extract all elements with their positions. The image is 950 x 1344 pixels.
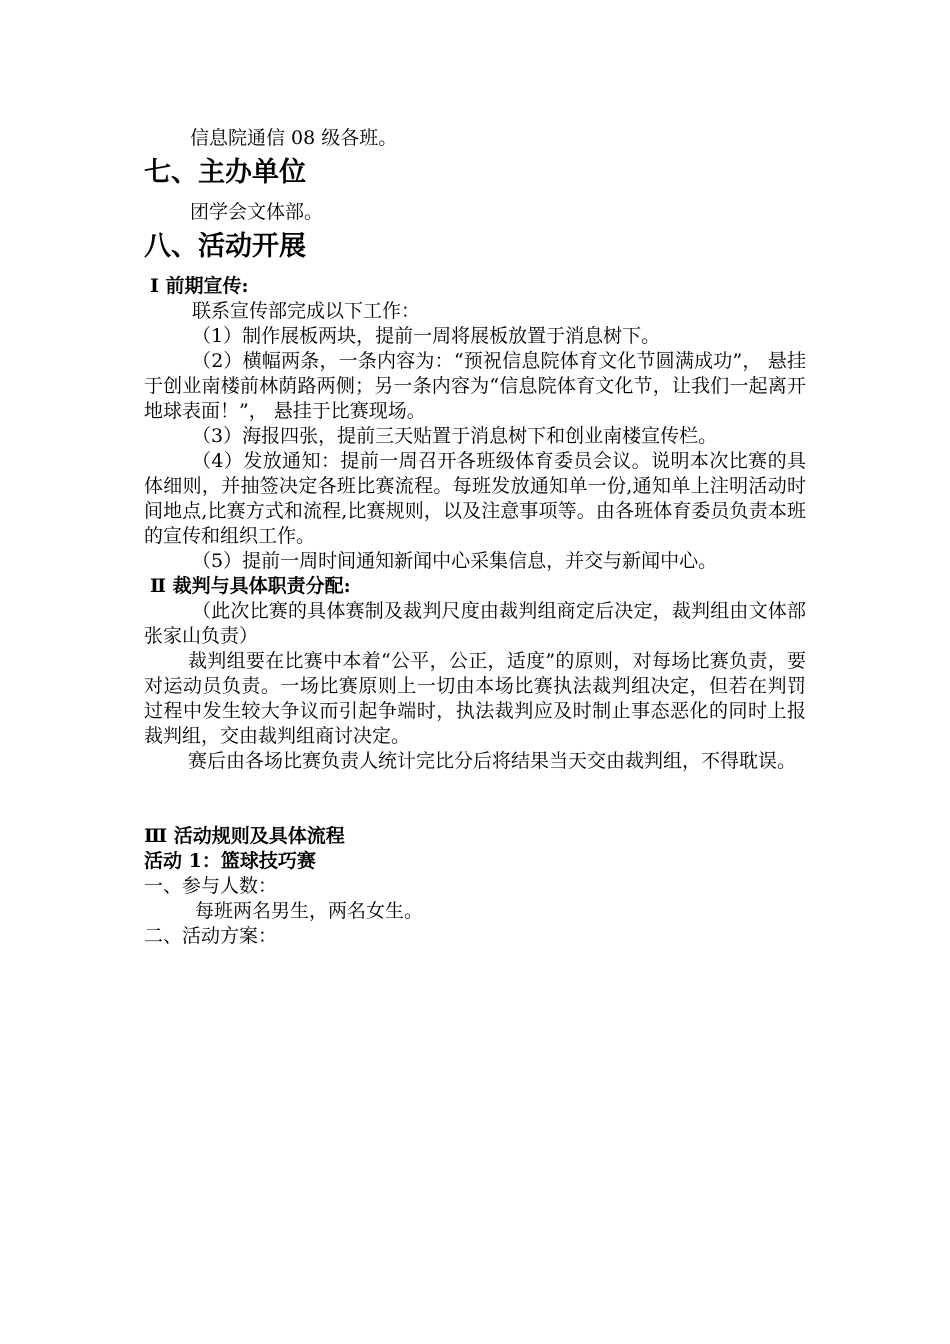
part1-intro: 联系宣传部完成以下工作： bbox=[192, 300, 421, 322]
participants-count-body: 每班两名男生，两名女生。 bbox=[195, 900, 424, 922]
part1-item1: （1）制作展板两块，提前一周将展板放置于消息树下。 bbox=[192, 325, 661, 347]
part1-item3: （3）海报四张，提前三天贴置于消息树下和创业南楼宣传栏。 bbox=[192, 425, 718, 447]
part2-para2: 赛后由各场比赛负责人统计完比分后将结果当天交由裁判组，不得耽误。 bbox=[188, 750, 797, 772]
part1-item2: （2）横幅两条，一条内容为：“预祝信息院体育文化节圆满成功”， 悬挂于创业南楼前林荫路两侧；另一条内容为“信息院体育文化节，让我们一起离开地球表面！”， 悬挂于比赛现场。 bbox=[144, 350, 806, 422]
part1-item4: （4）发放通知：提前一周召开各班级体育委员会议。说明本次比赛的具体细则，并抽签决定各班比赛流程。每班发放通知单一份,通知单上注明活动时间地点,比赛方式和流程,比赛规则，以及注意事项等。由各班体育委员负责本班的宣传和组织工作。 bbox=[144, 450, 806, 547]
part2-note: （此次比赛的具体赛制及裁判尺度由裁判组商定后决定，裁判组由文体部张家山负责） bbox=[144, 600, 806, 647]
participants-count-label: 一、参与人数： bbox=[144, 875, 278, 897]
part2-heading: Ⅱ 裁判与具体职责分配: bbox=[150, 575, 351, 597]
section7-heading: 七、主办单位 bbox=[144, 157, 306, 188]
part1-item5: （5）提前一周时间通知新闻中心采集信息，并交与新闻中心。 bbox=[192, 550, 718, 572]
part3-heading: Ⅲ 活动规则及具体流程 bbox=[144, 825, 345, 847]
participants-text: 信息院通信 08 级各班。 bbox=[190, 127, 398, 149]
activity1-title: 活动 1：篮球技巧赛 bbox=[144, 850, 316, 872]
activity-plan-label: 二、活动方案： bbox=[144, 925, 278, 947]
section7-body: 团学会文体部。 bbox=[190, 201, 324, 223]
part2-para1: 裁判组要在比赛中本着“公平，公正，适度”的原则，对每场比赛负责，要对运动员负责。一场比赛原则上一切由本场比赛执法裁判组决定，但若在判罚过程中发生较大争议而引起争端时，执法裁判应及时制止事态恶化的同时上报裁判组，交由裁判组商讨决定。 bbox=[144, 650, 806, 747]
section8-heading: 八、活动开展 bbox=[144, 231, 306, 262]
part1-heading: Ⅰ 前期宣传: bbox=[150, 275, 249, 297]
